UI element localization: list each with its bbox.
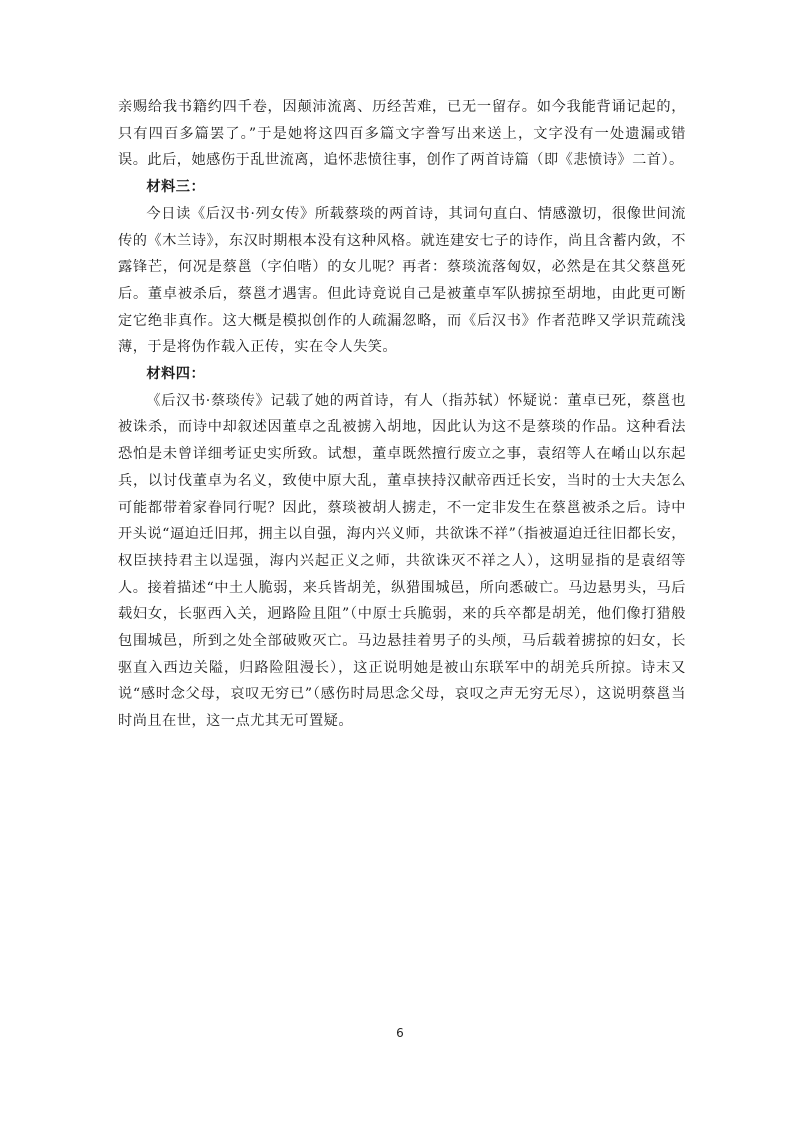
heading-material-four: 材料四： — [146, 366, 206, 383]
body-text — [118, 94, 686, 735]
page-number: 6 — [396, 1026, 404, 1040]
heading-material-three: 材料三： — [146, 179, 206, 196]
paragraph-material-three: 今日读《后汉书·列女传》所载蔡琰的两首诗，其词句直白、情感激切，很像世间流传的《木兰诗》，东汉时期根本没有这种风格。就连建安七子的诗作，尚且含蓄内敛，不露锋芒，何况是蔡邕（字伯喈）的女儿呢？再者：蔡琰流落匈奴，必然是在其父蔡邕死后。董卓被杀后，蔡邕才遇害。但此诗竟说自己是被董卓军队掳掠至胡地，由此更可断定它绝非真作。这大概是模拟创作的人疏漏忽略，而《后汉书》作者范晔又学识荒疏浅薄，于是将伪作载入正传，实在令人失笑。 — [118, 205, 686, 356]
paragraph-material-four: 《后汉书·蔡琰传》记载了她的两首诗，有人（指苏轼）怀疑说：董卓已死，蔡邕也被诛杀，而诗中却叙述因董卓之乱被掳入胡地，因此认为这不是蔡琰的作品。这种看法恐怕是未曾详细考证史实所致。试想，董卓既然擅行废立之事，袁绍等人在崤山以东起兵，以讨伐董卓为名义，致使中原大乱，董卓挟持汉献帝西迁长安，当时的士大夫怎么可能都带着家眷同行呢？因此，蔡琰被胡人掳走，不一定非发生在蔡邕被杀之后。诗中开头说“逼迫迁旧邦，拥主以自强，海内兴义师，共欲诛不祥”（指被逼迫迁往旧都长安，权臣挟持君主以逞强，海内兴起正义之师，共欲诛灭不祥之人），这明显指的是袁绍等人。接着描述“中土人脆弱，来兵皆胡羌，纵猎围城邑，所向悉破亡。马边悬男头，马后载妇女，长驱西入关，迥路险且阻”（中原士兵脆弱，来的兵卒都是胡羌，他们像打猎般包围城邑，所到之处全部破败灭亡。马边悬挂着男子的头颅，马后载着掳掠的妇女，长驱直入西边关隘，归路险阻漫长），这正说明她是被山东联军中的胡羌兵所掠。诗末又说“感时念父母，哀叹无穷已”（感伤时局思念父母，哀叹之声无穷无尽），这说明蔡邕当时尚且在世，这一点尤其无可置疑。 — [118, 392, 686, 730]
paragraph-continued: 亲赐给我书籍约四千卷，因颠沛流离、历经苦难，已无一留存。如今我能背诵记起的，只有四百多篇罢了。”于是她将这四百多篇文字誊写出来送上，文字没有一处遗漏或错误。此后，她感伤于乱世流离，追怀悲愤往事，创作了两首诗篇（即《悲愤诗》二首）。 — [118, 99, 686, 169]
